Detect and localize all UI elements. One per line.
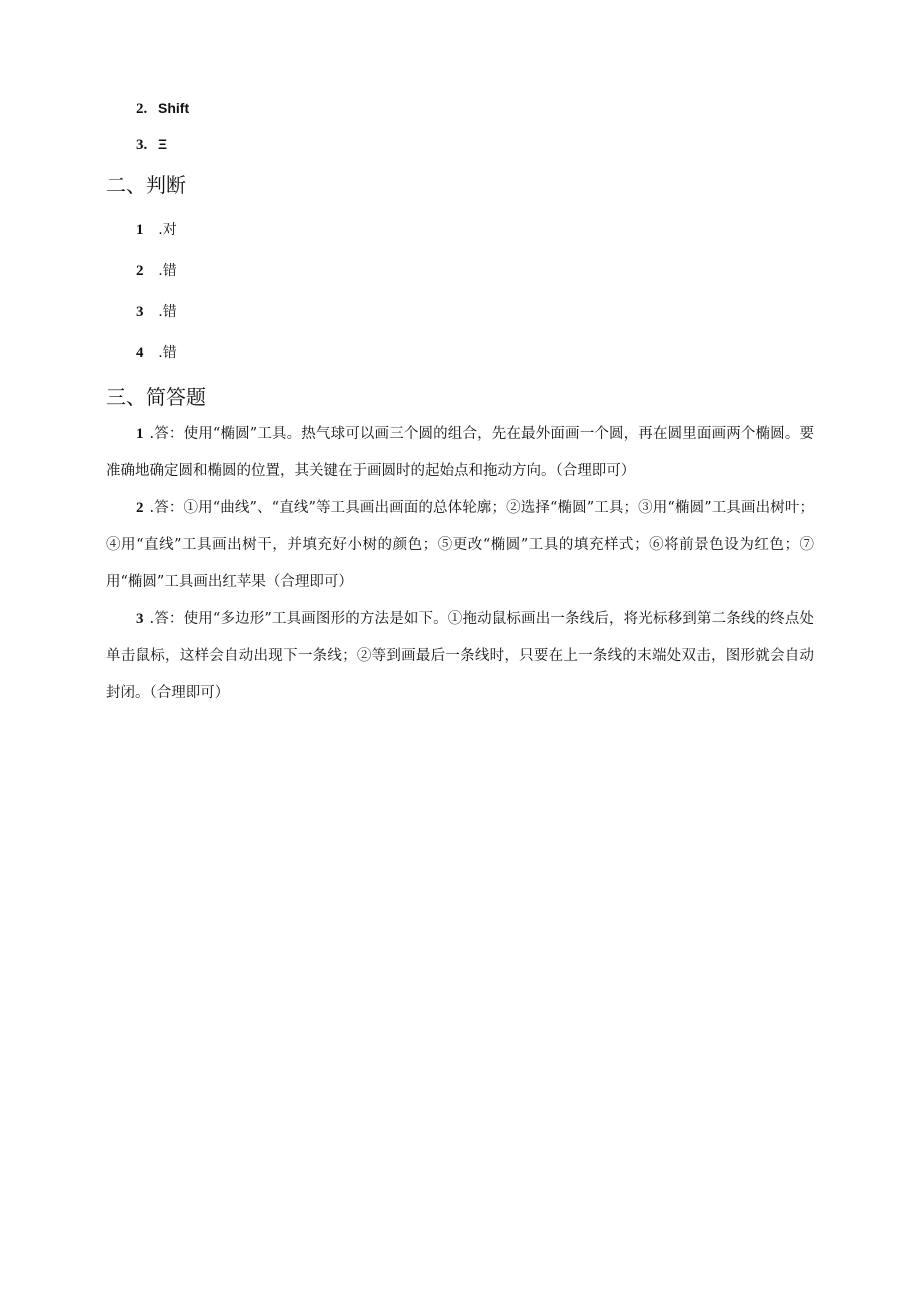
item-answer: .错 <box>158 304 177 320</box>
section-heading-judgment: 二、判断 <box>106 173 186 197</box>
answer-text: .答：①用“曲线”、“直线”等工具画出画面的总体轮廓；②选择“椭圆”工具；③用“椭圆”工具画出树叶；④用“直线”工具画出树干，并填充好小树的颜色；⑤更改“椭圆”工具的填充样式；⑥将前景色设为红色；⑦用“椭圆”工具画出红苹果（合理即可） <box>106 500 814 590</box>
item-number: 4 <box>136 345 144 361</box>
item-answer: .对 <box>158 222 177 238</box>
fill-in-item-3 <box>136 134 167 155</box>
item-number: 3 <box>136 304 144 320</box>
answer-number: 3 <box>136 611 144 627</box>
answer-text: .答：使用“多边形”工具画图形的方法是如下。①拖动鼠标画出一条线后，将光标移到第二条线的终点处单击鼠标，这样会自动出现下一条线；②等到画最后一条线时，只要在上一条线的末端处双击，图形就会自动封闭。（合理即可） <box>106 611 814 701</box>
judgment-item-4 <box>136 342 177 363</box>
short-answer-2 <box>106 490 814 601</box>
item-answer: .错 <box>158 263 177 279</box>
section-heading-short-answer: 三、简答题 <box>106 385 206 409</box>
judgment-item-3 <box>136 301 177 322</box>
item-number: 2. <box>136 101 148 117</box>
fill-in-item-2 <box>136 98 189 119</box>
item-number: 3. <box>136 137 148 153</box>
answer-number: 2 <box>136 500 144 516</box>
short-answer-1 <box>106 416 814 490</box>
item-number: 2 <box>136 263 144 279</box>
item-number: 1 <box>136 222 144 238</box>
answer-text: .答：使用“椭圆”工具。热气球可以画三个圆的组合，先在最外面画一个圆，再在圆里面画两个椭圆。要准确地确定圆和椭圆的位置，其关键在于画圆时的起始点和拖动方向。（合理即可） <box>106 426 814 479</box>
judgment-item-2 <box>136 260 177 281</box>
item-answer: .错 <box>158 345 177 361</box>
item-answer: Ξ <box>158 136 168 152</box>
short-answer-3 <box>106 601 814 712</box>
answer-number: 1 <box>136 426 144 442</box>
judgment-item-1 <box>136 219 177 240</box>
item-answer: Shift <box>158 100 190 116</box>
